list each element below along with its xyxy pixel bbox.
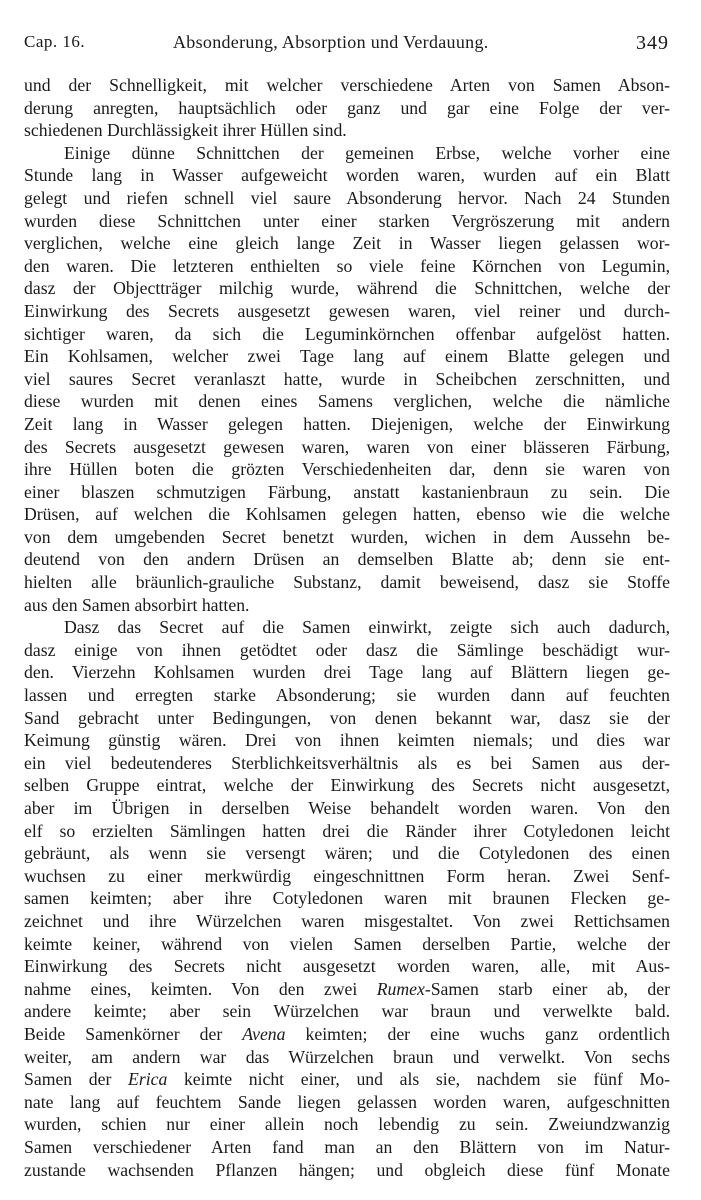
text-line: wurden, schien nur einer allein noch lebendig zu sein. Zweiundzwanzig (24, 1114, 670, 1135)
text-line: zeichnet und ihre Würzelchen waren misgestaltet. Von zwei Rettichsamen (24, 910, 670, 931)
text-line: Drüsen, auf welchen die Kohlsamen gelegen hatten, ebenso wie die welche (24, 504, 670, 525)
text-line: wuchsen zu einer merkwürdig eingeschnittnen Form heran. Zwei Senf- (24, 865, 670, 886)
text-line: dasz der Objectträger milchig wurde, während die Schnittchen, welche der (24, 278, 670, 299)
genus-name: Avena (242, 1023, 286, 1044)
text-line: aber im Übrigen in derselben Weise behandelt worden waren. Von den (24, 798, 670, 818)
genus-name: Erica (128, 1069, 168, 1090)
text-line: Stunde lang in Wasser aufgeweicht worden waren, wurden auf ein Blatt (24, 165, 670, 186)
text-line: Sand gebracht unter Bedingungen, von denen bekannt war, dasz sie der (24, 707, 670, 728)
text-line: des Secrets ausgesetzt gewesen waren, waren von einer blässeren Färbung, (24, 436, 670, 457)
text-line: selben Gruppe eintrat, welche der Einwirkung des Secrets nicht ausgesetzt, (24, 775, 670, 796)
text-line: Samen der Erica keimte nicht einer, und als sie, nachdem sie fünf Mo- (24, 1069, 670, 1090)
text-line: Beide Samenkörner der Avena keimten; der eine wuchs ganz ordentlich (24, 1023, 670, 1044)
text-line: andere keimte; aber sein Würzelchen war braun und verwelkte bald. (24, 1001, 670, 1022)
text-line: zustande wachsenden Pflanzen hängen; und obgleich diese fünf Monate (24, 1159, 670, 1180)
page-number: 349 (636, 32, 669, 54)
text-line: Einwirkung des Secrets nicht ausgesetzt worden waren, alle, mit Aus- (24, 956, 670, 977)
text-line: nahme eines, keimten. Von den zwei Rumex-Samen starb einer ab, der (24, 978, 670, 999)
text-line: einer blaszen schmutzigen Färbung, anstatt kastanienbraun zu sein. Die (24, 481, 670, 502)
running-head (24, 32, 669, 62)
text-line: verglichen, welche eine gleich lange Zeit in Wasser liegen gelassen wor- (24, 233, 670, 254)
text-line: dasz einige von ihnen getödtet oder dasz die Sämlinge beschädigt wur- (24, 639, 670, 660)
text-line: derung anregten, hauptsächlich oder ganz und gar eine Folge der ver- (24, 97, 670, 118)
text-line: Dasz das Secret auf die Samen einwirkt, zeigte sich auch dadurch, (64, 617, 670, 638)
text-line: den. Vierzehn Kohlsamen wurden drei Tage lang auf Blättern liegen ge- (24, 662, 670, 683)
text-line: aus den Samen absorbirt hatten. (24, 594, 250, 615)
text-line: ihre Hüllen boten die grözten Verschiedenheiten dar, denn sie waren von (24, 459, 670, 480)
text-line: gebräunt, als wenn sie versengt wären; und die Cotyledonen des einen (24, 843, 670, 864)
text-line: lassen und erregten starke Absonderung; sie wurden dann auf feuchten (24, 685, 670, 706)
text-line: Zeit lang in Wasser gelegen hatten. Diejenigen, welche der Einwirkung (24, 413, 670, 434)
text-line: Samen verschiedener Arten fand man an den Blättern von im Natur- (24, 1136, 670, 1157)
text-line: den waren. Die letzteren enthielten so viele feine Körnchen von Legumin, (24, 255, 670, 276)
text-line: schiedenen Durchlässigkeit ihrer Hüllen sind. (24, 120, 347, 141)
text-line: von dem umgebenden Secret benetzt wurden, wichen in dem Aussehn be- (24, 526, 670, 547)
text-line: deutend von den andern Drüsen an demselben Blatte ab; denn sie ent- (24, 549, 670, 570)
text-line: hielten alle bräunlich-grauliche Substanz, damit beweisend, dasz sie Stoffe (24, 572, 670, 593)
text-line: keimte keiner, während von vielen Samen derselben Partie, welche der (24, 933, 670, 954)
text-line: ein viel bedeutenderes Sterblichkeitsverhältnis als es bei Samen aus der- (24, 752, 670, 773)
text-line: gelegt und riefen schnell viel saure Absonderung hervor. Nach 24 Stunden (24, 187, 670, 208)
genus-name: Rumex (376, 978, 425, 999)
chapter-label: Cap. 16. (24, 32, 86, 51)
chapter-title: Absonderung, Absorption und Verdauung. (173, 32, 489, 52)
text-line: Einige dünne Schnittchen der gemeinen Erbse, welche vorher eine (64, 142, 670, 163)
text-line: nate lang auf feuchtem Sande liegen gelassen worden waren, aufgeschnitten (24, 1091, 670, 1112)
text-line: Einwirkung des Secrets ausgesetzt gewesen waren, viel reiner und durch- (24, 300, 670, 321)
text-line: elf so erzielten Sämlingen hatten drei die Ränder ihrer Cotyledonen leicht (24, 820, 670, 841)
text-line: viel saures Secret veranlaszt hatte, wurde in Scheibchen zerschnitten, und (24, 368, 670, 389)
text-line: sichtiger waren, da sich die Leguminkörnchen offenbar aufgelöst hatten. (24, 323, 670, 344)
text-line: diese wurden mit denen eines Samens verglichen, welche die nämliche (24, 391, 670, 412)
text-line: wurden diese Schnittchen unter einer starken Vergröszerung mit andern (24, 210, 670, 231)
text-line: Ein Kohlsamen, welcher zwei Tage lang auf einem Blatte gelegen und (24, 346, 670, 367)
body-text (24, 74, 670, 1181)
text-line: Keimung günstig wären. Drei von ihnen keimten niemals; und dies war (24, 730, 670, 751)
text-line: samen keimten; aber ihre Cotyledonen waren mit braunen Flecken ge- (24, 888, 670, 909)
text-line: und der Schnelligkeit, mit welcher verschiedene Arten von Samen Abson- (24, 75, 670, 95)
text-line: weiter, am andern war das Würzelchen braun und verwelkt. Von sechs (24, 1046, 670, 1067)
